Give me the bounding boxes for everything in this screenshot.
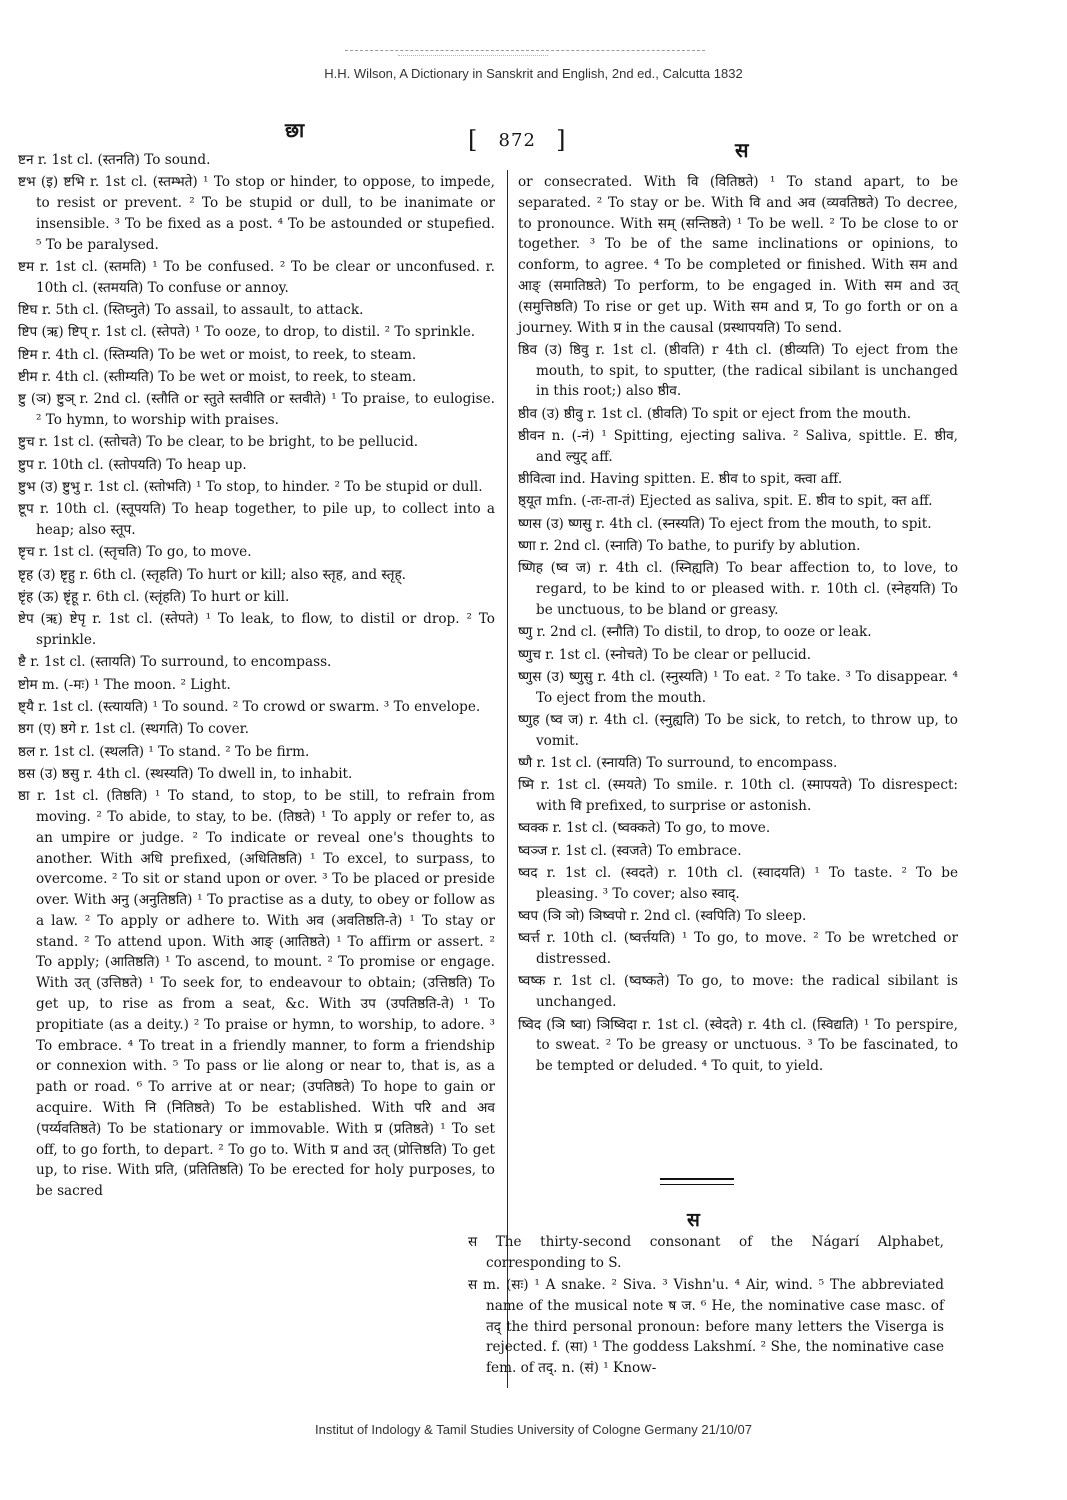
page-number: 872	[498, 130, 536, 151]
left-running-headword: छा	[285, 118, 305, 142]
dictionary-entry: ष्ठा r. 1st cl. (तिष्ठति) ¹ To stand, to stop, to be still, to refrain from moving. ² To abide, to stay, to be. (तिष्ठते) ¹ To apply or refer to, as an umpire or judge. ² To indicate or reveal one's thoughts to another. With अधि prefixed, (अधितिष्ठति) ¹ To excel, to surpass, to overcome. ² To sit or stand upon or over. ³ To be placed or preside over. With अनु (अनुतिष्ठति) ¹ To practise as a duty, to obey or follow as a law. ² To apply or adhere to. With अव (अवतिष्ठति-ते) ¹ To stay or stand. ² To attend upon. With आङ् (आतिष्ठते) ¹ To affirm or assert. ² To apply; (आतिष्ठति) ¹ To ascend, to mount. ² To promise or engage. With उत् (उत्तिष्ठते) ¹ To seek for, to endeavour to obtain; (उत्तिष्ठति) To get up, to rise as from a seat, &c. With उप (उपतिष्ठति-ते) ¹ To propitiate (as a deity.) ² To praise or hymn, to worship, to adore. ³ To embrace. ⁴ To treat in a friendly manner, to form a friendship or connexion with. ⁵ To pass or lie along or near to, that is, as a path or road. ⁶ To arrive at or near; (उपतिष्ठते) To hope to gain or acquire. With नि (नितिष्ठते) To be established. With परि and अव (पर्य्यवतिष्ठते) To be stationary or immovable. With प्र (प्रतिष्ठते) ¹ To set off, to go forth, to depart. ² To go to. With प्र and उत् (प्रोत्तिष्ठति) To get up, to rise. With प्रति, (प्रतितिष्ठति) To be erected for holy purposes, to be sacred	[18, 788, 495, 1200]
dictionary-entry: ष्णुह (ष्व ज) r. 4th cl. (स्नुह्यति) To be sick, to retch, to throw up, to vomit.	[518, 711, 958, 749]
source-citation: H.H. Wilson, A Dictionary in Sanskrit and English, 2nd ed., Calcutta 1832	[324, 66, 743, 81]
dictionary-entry: ष्ठग (ए) ष्ठगे r. 1st cl. (स्थगति) To cover.	[18, 721, 249, 738]
dictionary-entry: ष्टृच r. 1st cl. (स्तृचति) To go, to move.	[18, 544, 252, 561]
dictionary-entry: ष्टिघ r. 5th cl. (स्तिघ्नुते) To assail, to assault, to attack.	[18, 302, 364, 319]
dictionary-entry: ष्णिह (ष्व ज) r. 4th cl. (स्निह्यति) To bear affection to, to love, to regard, to be kind to or pleased with. r. 10th cl. (स्नेहयति) To be unctuous, to be bland or greasy.	[518, 560, 958, 618]
dictionary-entry-continued: or consecrated. With वि (वितिष्ठते) ¹ To stand apart, to be separated. ² To stay or be. With वि and अव (व्यवतिष्ठते) To decree, to pronounce. With सम् (सन्तिष्ठते) ¹ To be well. ² To be close to or together. ³ To be of the same inclinations or opinions, to conform, to agree. ⁴ To be completed or finished. With सम and आङ् (समातिष्ठते) To perform, to be engaged in. With सम and उत् (समुत्तिष्ठति) To rise or get up. With सम and प्र, To go forth or on a journey. With प्र in the causal (प्रस्थापयति) To send.	[518, 174, 958, 336]
dictionary-entry: ष्टन r. 1st cl. (स्तनति) To sound.	[18, 152, 211, 168]
dictionary-entry: ष्णा r. 2nd cl. (स्नाति) To bathe, to purify by ablution.	[518, 538, 861, 555]
dictionary-entry: ष्ठीवित्वा ind. Having spitten. E. ष्ठीव to spit, क्त्वा aff.	[518, 471, 843, 488]
dictionary-entry: ष्टोम m. (-मः) ¹ The moon. ² Light.	[18, 676, 231, 693]
dictionary-entry: ष्मि r. 1st cl. (स्मयते) To smile. r. 10th cl. (स्मापयते) To disrespect: with वि prefixed, to surprise or astonish.	[518, 777, 958, 815]
left-column	[18, 150, 495, 1204]
dictionary-entry: ष्णस (उ) ष्णसु r. 4th cl. (स्नस्यति) To eject from the mouth, to spit.	[518, 515, 932, 532]
dictionary-entry: ष्णुस (उ) ष्णुसु r. 4th cl. (स्नुस्यति) ¹ To eat. ² To take. ³ To disappear. ⁴ To eject from the mouth.	[518, 668, 958, 706]
dictionary-entry: ष्ठिव (उ) ष्ठिवु r. 1st cl. (ष्ठीवति) r 4th cl. (ष्ठीव्यति) To eject from the mouth, to spit, to sputter, (the radical sibilant is unchanged in this root;) also ष्ठीव.	[518, 341, 958, 400]
dictionary-entry: ष्टेप (ऋ) ष्टेपृ r. 1st cl. (स्तेपते) ¹ To leak, to flow, to distil or drop. ² To sprinkle.	[18, 611, 495, 649]
dictionary-entry: ष्टृह (उ) ष्टृहु r. 6th cl. (स्तृहति) To hurt or kill; also स्तृह, and स्तृह्.	[18, 566, 407, 583]
dictionary-entry: स m. (सः) ¹ A snake. ² Siva. ³ Vishn'u. ⁴ Air, wind. ⁵ The abbreviated name of the musical note ष ज. ⁶ He, the nominative case masc. of तद् the third personal pronoun: before many letters the Viserga is rejected. f. (सा) ¹ The goddess Lakshmí. ² She, the nominative case fem. of तद्. n. (सं) ¹ Know-	[468, 1277, 944, 1377]
dictionary-entry: ष्ठ्यूत mfn. (-तः-ता-तं) Ejected as saliva, spit. E. ष्ठीव to spit, क्त aff.	[518, 493, 933, 510]
dictionary-entry: ष्विद (ञि ष्वा) ञिष्विदा r. 1st cl. (स्वेदते) r. 4th cl. (स्विद्यति) ¹ To perspire, to sweat. ² To be greasy or unctuous. ³ To be fascinated, to be tempted or deluded. ⁴ To quit, to yield.	[518, 1016, 958, 1075]
dictionary-entry: ष्ठस (उ) ष्ठसु r. 4th cl. (स्थस्यति) To dwell in, to inhabit.	[18, 765, 353, 782]
dictionary-entry: ष्टूप r. 10th cl. (स्तूपयति) To heap together, to pile up, to collect into a heap; also स्तूप.	[18, 501, 495, 539]
dictionary-entry: ष्टुप r. 10th cl. (स्तोपयति) To heap up.	[18, 456, 247, 473]
bracket-close: ]	[556, 126, 567, 154]
section-rule-thick	[660, 1178, 734, 1180]
dictionary-entry: ष्टभ (इ) ष्टभि r. 1st cl. (स्तम्भते) ¹ To stop or hinder, to oppose, to impede, to resist or prevent. ² To be stupid or dull, to be inanimate or insensible. ³ To be fixed as a post. ⁴ To be astounded or stupefied. ⁵ To be paralysed.	[18, 174, 495, 253]
top-dotted-rule	[398, 55, 548, 56]
dictionary-entry: ष्णै r. 1st cl. (स्नायति) To surround, to encompass.	[518, 755, 838, 772]
dictionary-entry: ष्वञ्ज r. 1st cl. (स्वजते) To embrace.	[518, 842, 742, 859]
top-dashed-rule	[345, 50, 705, 51]
dictionary-entry: ष्ठीव (उ) ष्ठीवु r. 1st cl. (ष्ठीवति) To spit or eject from the mouth.	[518, 405, 912, 422]
section-heading: स	[687, 1209, 700, 1231]
dictionary-entry: ष्टृंह (ऊ) ष्टृंहू r. 6th cl. (स्तृंहति) To hurt or kill.	[18, 588, 290, 605]
right-running-headword: स	[735, 138, 749, 162]
right-column	[518, 172, 958, 1078]
dictionary-entry: ष्वर्त्त r. 10th cl. (ष्वर्त्तयति) ¹ To go, to move. ² To be wretched or distressed.	[518, 930, 958, 968]
dictionary-entry: ष्टिप (ऋ) ष्टिप् r. 1st cl. (स्तेपते) ¹ To ooze, to drop, to distil. ² To sprinkle.	[18, 324, 476, 341]
dictionary-entry: ष्टुच r. 1st cl. (स्तोचते) To be clear, to be bright, to be pellucid.	[18, 434, 419, 451]
dictionary-entry: ष्वद r. 1st cl. (स्वदते) r. 10th cl. (स्वादयति) ¹ To taste. ² To be pleasing. ³ To cover; also स्वाद्.	[518, 865, 958, 902]
dictionary-entry: ष्टुभ (उ) ष्टुभु r. 1st cl. (स्तोभति) ¹ To stop, to hinder. ² To be stupid or dull.	[18, 478, 483, 495]
column-divider	[507, 170, 508, 1388]
dictionary-entry: ष्वप (ञि ञो) ञिष्वपो r. 2nd cl. (स्वपिति) To sleep.	[518, 908, 807, 925]
section-rule-thin	[660, 1184, 734, 1185]
dictionary-entry: ष्णुच r. 1st cl. (स्नोचते) To be clear or pellucid.	[518, 646, 812, 663]
dictionary-entry: ष्टीम r. 4th cl. (स्तीम्यति) To be wet or moist, to reek, to steam.	[18, 368, 417, 385]
dictionary-entry: ष्ठीवन n. (-नं) ¹ Spitting, ejecting saliva. ² Saliva, spittle. E. ष्ठीव, and ल्युट् aff.	[518, 428, 958, 465]
dictionary-entry: ष्टै r. 1st cl. (स्तायति) To surround, to encompass.	[18, 654, 332, 671]
dictionary-entry: ष्ट्यै r. 1st cl. (स्त्यायति) ¹ To sound. ² To crowd or swarm. ³ To envelope.	[18, 698, 481, 715]
dictionary-entry: ष्टिम r. 4th cl. (स्तिम्यति) To be wet or moist, to reek, to steam.	[18, 346, 417, 363]
bracket-open: [	[468, 126, 479, 154]
dictionary-entry: ष्टु (ञ) ष्टुञ् r. 2nd cl. (स्तौति or स्तुते स्तवीति or स्तवीते) ¹ To praise, to eulogise. ² To hymn, to worship with praises.	[18, 391, 495, 429]
dictionary-entry: ष्वक्क r. 1st cl. (ष्वक्कते) To go, to move.	[518, 820, 771, 837]
dictionary-entry: ष्टम r. 1st cl. (स्तमति) ¹ To be confused. ² To be clear or unconfused. r. 10th cl. (स्तमयति) To confuse or annoy.	[18, 258, 495, 296]
dictionary-entry: ष्ठल r. 1st cl. (स्थलति) ¹ To stand. ² To be firm.	[18, 743, 310, 760]
dictionary-entry: स The thirty-second consonant of the Nágarí Alphabet, corresponding to S.	[468, 1234, 944, 1271]
section-body	[468, 1232, 944, 1381]
dictionary-entry: ष्वष्क r. 1st cl. (ष्वष्कते) To go, to move: the radical sibilant is unchanged.	[518, 973, 958, 1011]
footer-credit: Institut of Indology & Tamil Studies University of Cologne Germany 21/10/07	[315, 1422, 752, 1437]
dictionary-entry: ष्णु r. 2nd cl. (स्नौति) To distil, to drop, to ooze or leak.	[518, 624, 872, 641]
